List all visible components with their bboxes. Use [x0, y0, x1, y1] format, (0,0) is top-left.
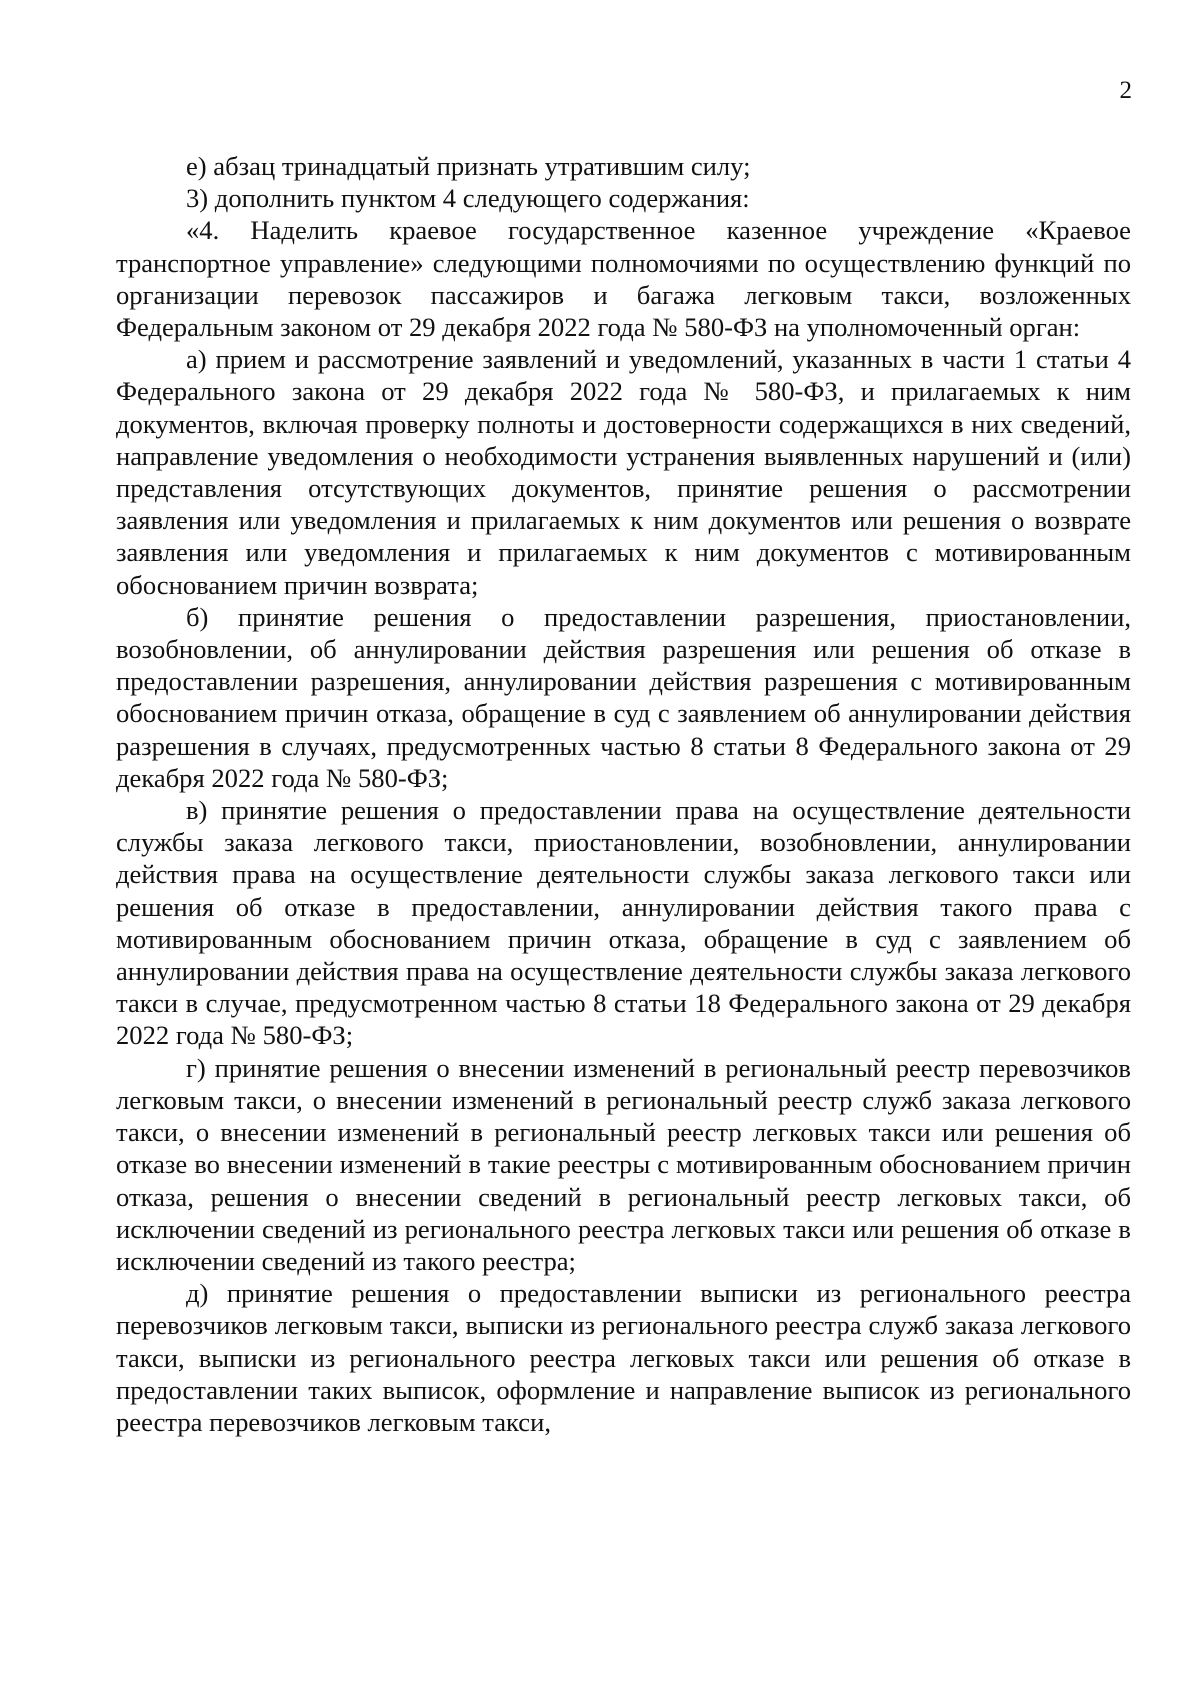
paragraph-d: д) принятие решения о предоставлении выписки из регионального реестра перевозчиков легковым такси, выписки из регионального реестра служб заказа легкового такси, выписки из регионального реестра легковых такси или решения об отказе в предоставлении таких выписок, оформление и направление выписок из регионального реестра перевозчиков легковым такси,: [116, 1278, 1131, 1437]
paragraph-a: а) прием и рассмотрение заявлений и уведомлений, указанных в части 1 статьи 4 Федерального закона от 29 декабря 2022 года № 580-ФЗ, и прилагаемых к ним документов, включая проверку полноты и достоверности содержащихся в них сведений, направление уведомления о необходимости устранения выявленных нарушений и (или) представления отсутствующих документов, принятие решения о рассмотрении заявления или уведомления и прилагаемых к ним документов или решения о возврате заявления или уведомления и прилагаемых к ним документов с мотивированным обоснованием причин возврата;: [116, 344, 1131, 600]
paragraph-g: г) принятие решения о внесении изменений в региональный реестр перевозчиков легковым такси, о внесении изменений в региональный реестр служб заказа легкового такси, о внесении изменений в региональный реестр легковых такси или решения об отказе во внесении изменений в такие реестры с мотивированным обоснованием причин отказа, решения о внесении сведений в региональный реестр легковых такси, об исключении сведений из регионального реестра легковых такси или решения об отказе в исключении сведений из такого реестра;: [116, 1052, 1131, 1276]
document-body: [116, 150, 1131, 1438]
paragraph-e: е) абзац тринадцатый признать утратившим силу;: [186, 151, 751, 181]
paragraph-3: 3) дополнить пунктом 4 следующего содержания:: [186, 183, 750, 214]
paragraph-b: б) принятие решения о предоставлении разрешения, приостановлении, возобновлении, об аннулировании действия разрешения или решения об отказе в предоставлении разрешения, аннулировании действия разрешения с мотивированным обоснованием причин отказа, обращение в суд с заявлением об аннулировании действия разрешения в случаях, предусмотренных частью 8 статьи 8 Федерального закона от 29 декабря 2022 года № 580-ФЗ;: [116, 601, 1131, 793]
paragraph-v: в) принятие решения о предоставлении права на осуществление деятельности службы заказа легкового такси, приостановлении, возобновлении, аннулировании действия права на осуществление деятельности службы заказа легкового такси или решения об отказе в предоставлении, аннулировании действия такого права с мотивированным обоснованием причин отказа, обращение в суд с заявлением об аннулировании действия права на осуществление деятельности службы заказа легкового такси в случае, предусмотренном частью 8 статьи 18 Федерального закона от 29 декабря 2022 года № 580-ФЗ;: [116, 795, 1131, 1051]
page-number: 2: [1119, 77, 1132, 104]
paragraph-4: «4. Наделить краевое государственное казенное учреждение «Краевое транспортное управление» следующими полномочиями по осуществлению функций по организации перевозок пассажиров и багажа легковым такси, возложенных Федеральным законом от 29 декабря 2022 года № 580-ФЗ на уполномоченный орган:: [116, 215, 1131, 343]
